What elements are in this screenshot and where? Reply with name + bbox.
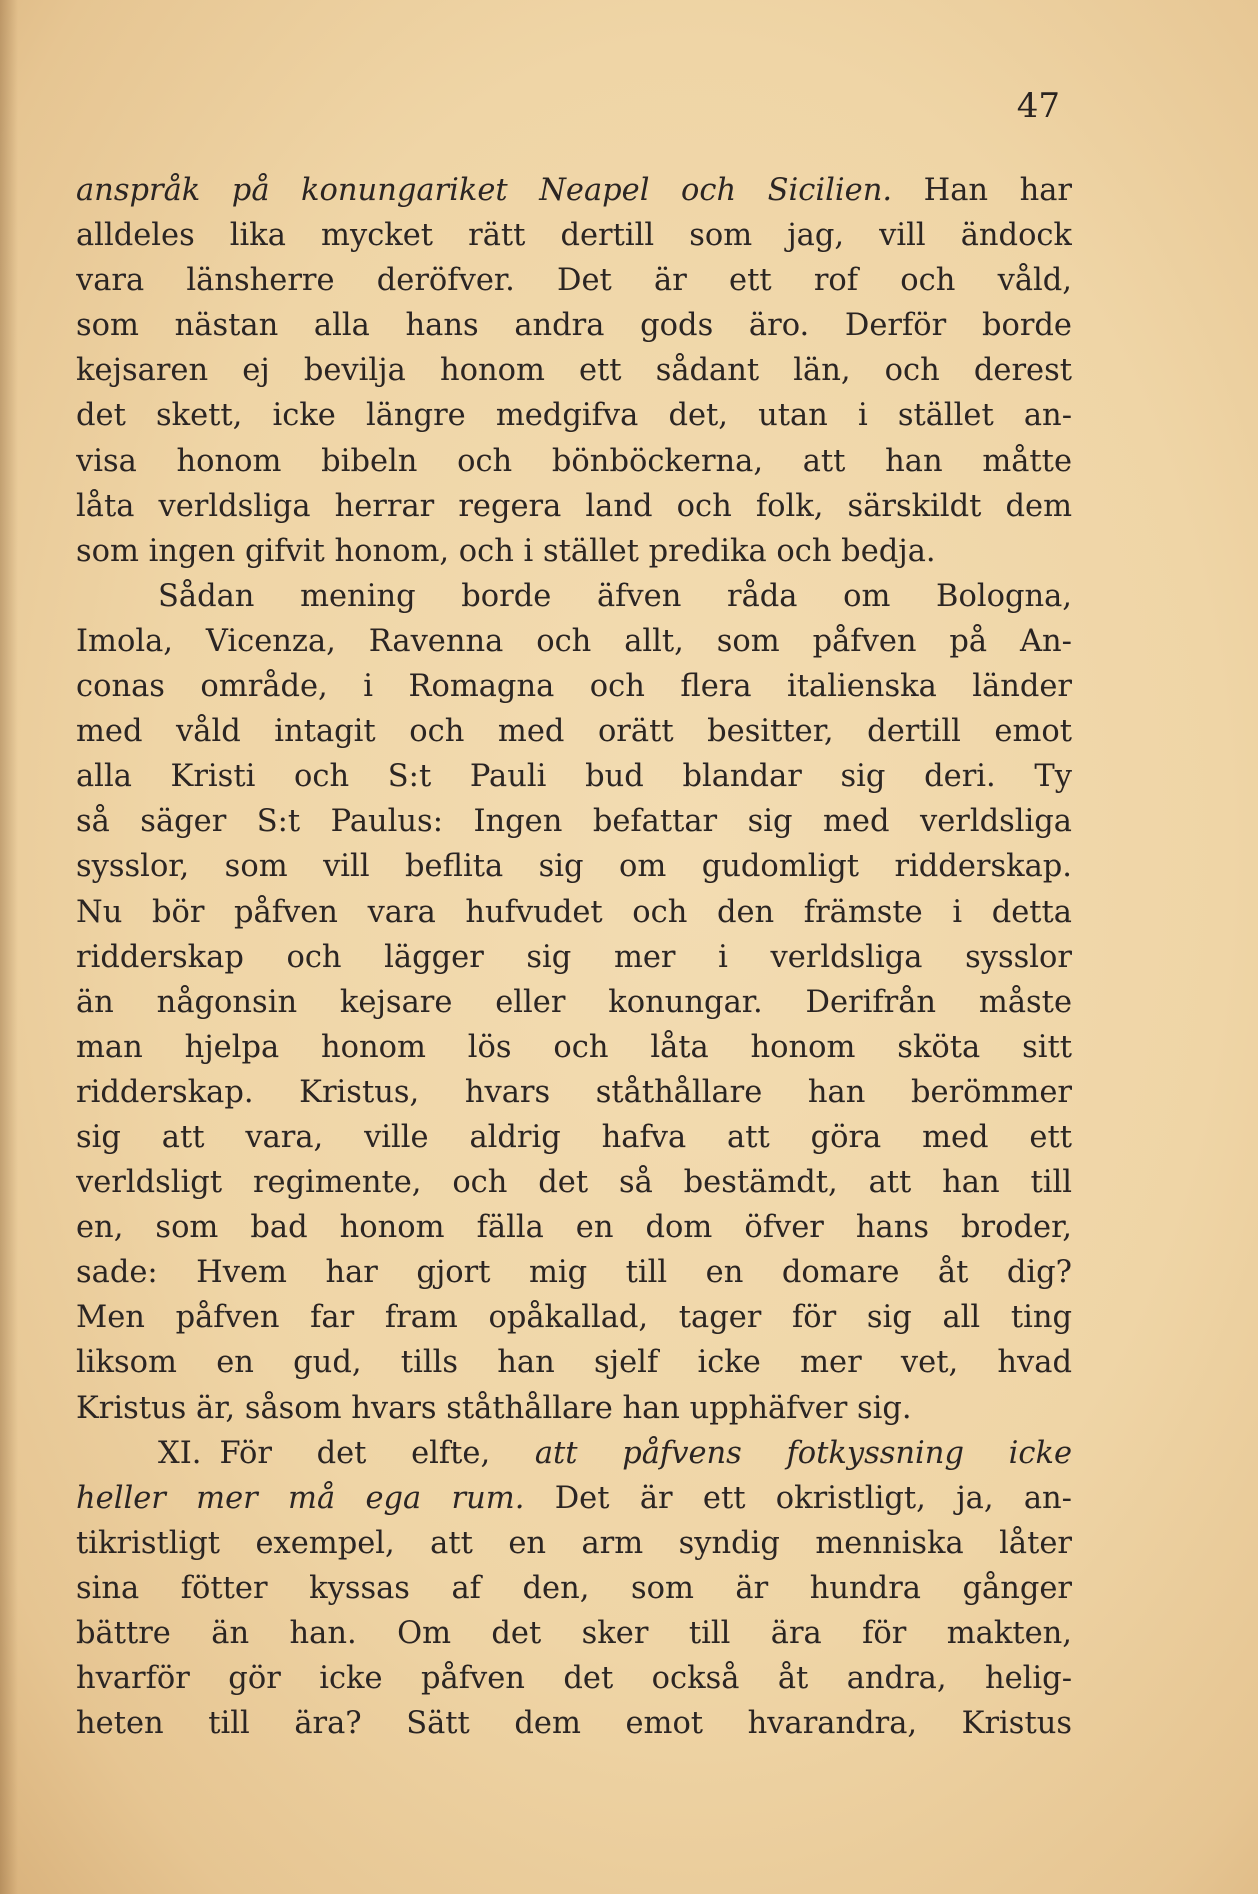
text-line: med våld intagit och med orätt besitter, dertill emot [76, 714, 1072, 750]
text-line: en, som bad honom fälla en dom öfver hans broder, [76, 1210, 1072, 1246]
italic-phrase: att påfvens fotkyssning icke [534, 1435, 1072, 1471]
text-line: sade: Hvem har gjort mig till en domare åt dig? [76, 1255, 1072, 1291]
text-line: Kristus är, såsom hvars ståthållare han upphäfver sig. [76, 1390, 912, 1426]
text-line: så säger S:t Paulus: Ingen befattar sig med verldsliga [76, 804, 1072, 840]
text-line: än någonsin kejsare eller konungar. Derifrån måste [76, 984, 1072, 1020]
text-line: kejsaren ej bevilja honom ett sådant län, och derest [76, 353, 1072, 389]
text-line [76, 1476, 1072, 1521]
section-number: XI. [158, 1435, 202, 1471]
text-line: tikristligt exempel, att en arm syndig menniska låter [76, 1525, 1072, 1561]
line-text: Det är ett okristligt, ja, an- [524, 1480, 1072, 1516]
italic-phrase: anspråk på konungariket Neapel och Sicilien. [76, 173, 893, 208]
page-edge-shadow [0, 0, 18, 1894]
text-line: Sådan mening borde äfven råda om Bologna, [158, 578, 1072, 614]
line-text: Han har [892, 173, 1072, 208]
page-number: 47 [1016, 86, 1060, 126]
text-line: låta verldsliga herrar regera land och folk, särskildt dem [76, 488, 1072, 524]
text-line: ridderskap. Kristus, hvars ståthållare han berömmer [76, 1074, 1072, 1110]
text-line: conas område, i Romagna och flera italienska länder [76, 669, 1072, 705]
text-line: sig att vara, ville aldrig hafva att göra med ett [76, 1119, 1072, 1155]
body-text [76, 168, 1072, 1746]
text-line: alldeles lika mycket rätt dertill som jag, vill ändock [76, 218, 1072, 254]
text-line: bättre än han. Om det sker till ära för makten, [76, 1616, 1072, 1651]
text-line: heten till ära? Sätt dem emot hvarandra, Kristus [76, 1706, 1072, 1742]
text-line: som nästan alla hans andra gods äro. Derför borde [76, 308, 1072, 344]
text-line: visa honom bibeln och bönböckerna, att han måtte [76, 443, 1072, 479]
line-text: För det elfte, [219, 1435, 535, 1471]
text-line: verldsligt regimente, och det så bestämdt, att han till [76, 1165, 1072, 1201]
text-line: sysslor, som vill beflita sig om gudomligt ridderskap. [76, 849, 1072, 885]
text-line: Imola, Vicenza, Ravenna och allt, som påfven på An- [76, 623, 1072, 659]
text-line [76, 1431, 1072, 1476]
text-line [76, 168, 1072, 213]
text-line: det skett, icke längre medgifva det, utan i stället an- [76, 398, 1072, 434]
text-line: sina fötter kyssas af den, som är hundra gånger [76, 1570, 1072, 1606]
text-line: Men påfven far fram opåkallad, tager för sig all ting [76, 1300, 1072, 1336]
text-line: vara länsherre deröfver. Det är ett rof och våld, [76, 263, 1072, 299]
text-line: som ingen gifvit honom, och i stället predika och bedja. [76, 533, 936, 569]
text-line: Nu bör påfven vara hufvudet och den främste i detta [76, 894, 1072, 930]
text-line: hvarför gör icke påfven det också åt andra, helig- [76, 1661, 1072, 1697]
text-line: alla Kristi och S:t Pauli bud blandar sig deri. Ty [76, 759, 1072, 795]
italic-phrase: heller mer må ega rum. [76, 1480, 525, 1516]
text-line: man hjelpa honom lös och låta honom sköta sitt [76, 1029, 1072, 1065]
text-line: ridderskap och lägger sig mer i verldsliga sysslor [76, 939, 1072, 975]
text-line: liksom en gud, tills han sjelf icke mer vet, hvad [76, 1345, 1072, 1381]
